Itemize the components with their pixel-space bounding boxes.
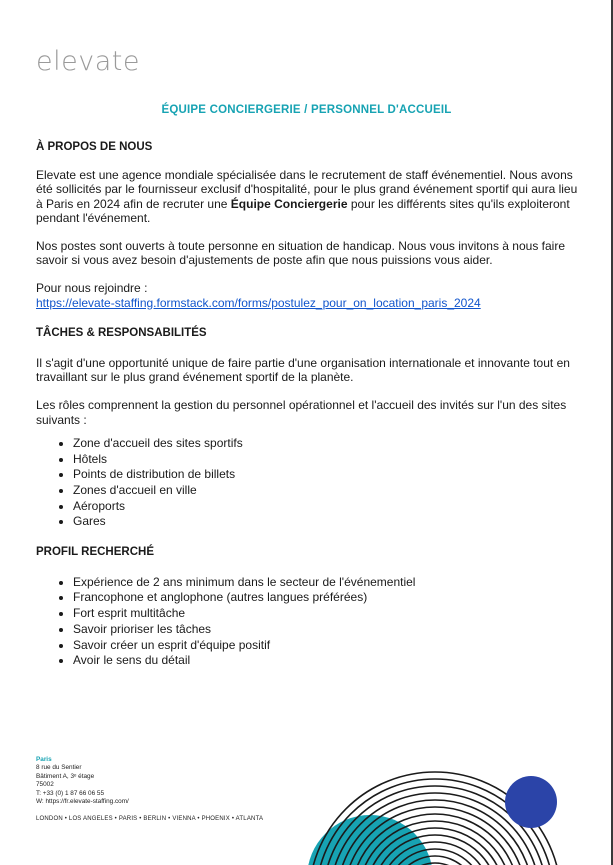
about-role-name: Équipe Conciergerie [230, 196, 348, 211]
document-title: ÉQUIPE CONCIERGERIE / PERSONNEL D'ACCUEIL [161, 104, 452, 116]
list-item: • Zone d'accueil des sites sportifs [73, 436, 581, 450]
join-label: Pour nous rejoindre : [36, 281, 148, 296]
footer-phone: T: +33 (0) 1 87 66 06 55 [36, 789, 105, 797]
about-paragraph-2: Nos postes sont ouverts à toute personne en situation de handicap. Nous vous invitons à nous faire savoir si vous avez besoin d'ajustements de poste afin que nous puissions vous aider. [36, 239, 565, 268]
footer-address [36, 756, 129, 806]
decorative-circles-graphic [300, 768, 613, 865]
footer-cities-line: LONDON • LOS ANGELES • PARIS • BERLIN • VIENNA • PHOENIX • ATLANTA [36, 816, 264, 822]
sites-list [36, 436, 581, 529]
footer-address-line: 75002 [36, 781, 54, 789]
join-section [36, 281, 581, 309]
footer-address-line: Bâtiment A, 3ᵉ étage [36, 772, 95, 780]
about-paragraph-1 [36, 168, 581, 225]
list-item: • Expérience de 2 ans minimum dans le secteur de l'événementiel [73, 575, 581, 589]
list-item: • Savoir prioriser les tâches [73, 622, 581, 636]
list-item: • Gares [73, 514, 581, 528]
list-item: • Points de distribution de billets [73, 467, 581, 481]
list-item: • Avoir le sens du détail [73, 653, 581, 667]
footer-website: W: https://fr.elevate-staffing.com/ [36, 798, 129, 806]
tasks-heading: TÂCHES & RESPONSABILITÉS [36, 326, 207, 339]
blue-circle-shape [505, 776, 557, 828]
application-link[interactable]: https://elevate-staffing.formstack.com/forms/postulez_pour_on_location_paris_2024 [36, 295, 481, 310]
list-item: • Hôtels [73, 452, 581, 466]
about-text-end: pour les différents sites qu'ils exploiteront pendant l'événement. [36, 196, 570, 225]
tasks-paragraph-1: Il s'agit d'une opportunité unique de faire partie d'une organisation internationale et innovante tout en travaillant sur le plus grand événement sportif de la planète. [36, 356, 570, 385]
document-body [36, 140, 581, 681]
elevate-logo: elevate [36, 46, 140, 77]
about-text-start: Elevate est une agence mondiale spécialisée dans le recrutement de staff événementiel. Nous avons été sollicités par le fournisseur exclusif d'hospitalité, pour le plus grand événement sportif qui aura lieu à Paris en 2024 afin de recruter une [36, 168, 578, 211]
list-item: • Francophone et anglophone (autres langues préférées) [73, 590, 581, 604]
footer-address-line: 8 rue du Sentier [36, 764, 82, 772]
list-item: • Aéroports [73, 499, 581, 513]
about-heading: À PROPOS DE NOUS [36, 141, 153, 153]
list-item: • Zones d'accueil en ville [73, 483, 581, 497]
list-item: • Fort esprit multitâche [73, 606, 581, 620]
tasks-paragraph-2: Les rôles comprennent la gestion du personnel opérationnel et l'accueil des invités sur l'un des sites suivants : [36, 398, 567, 427]
list-item: • Savoir créer un esprit d'équipe positif [73, 638, 581, 652]
footer-city: Paris [36, 756, 52, 763]
profile-list [36, 575, 581, 668]
profile-heading: PROFIL RECHERCHÉ [36, 545, 154, 558]
